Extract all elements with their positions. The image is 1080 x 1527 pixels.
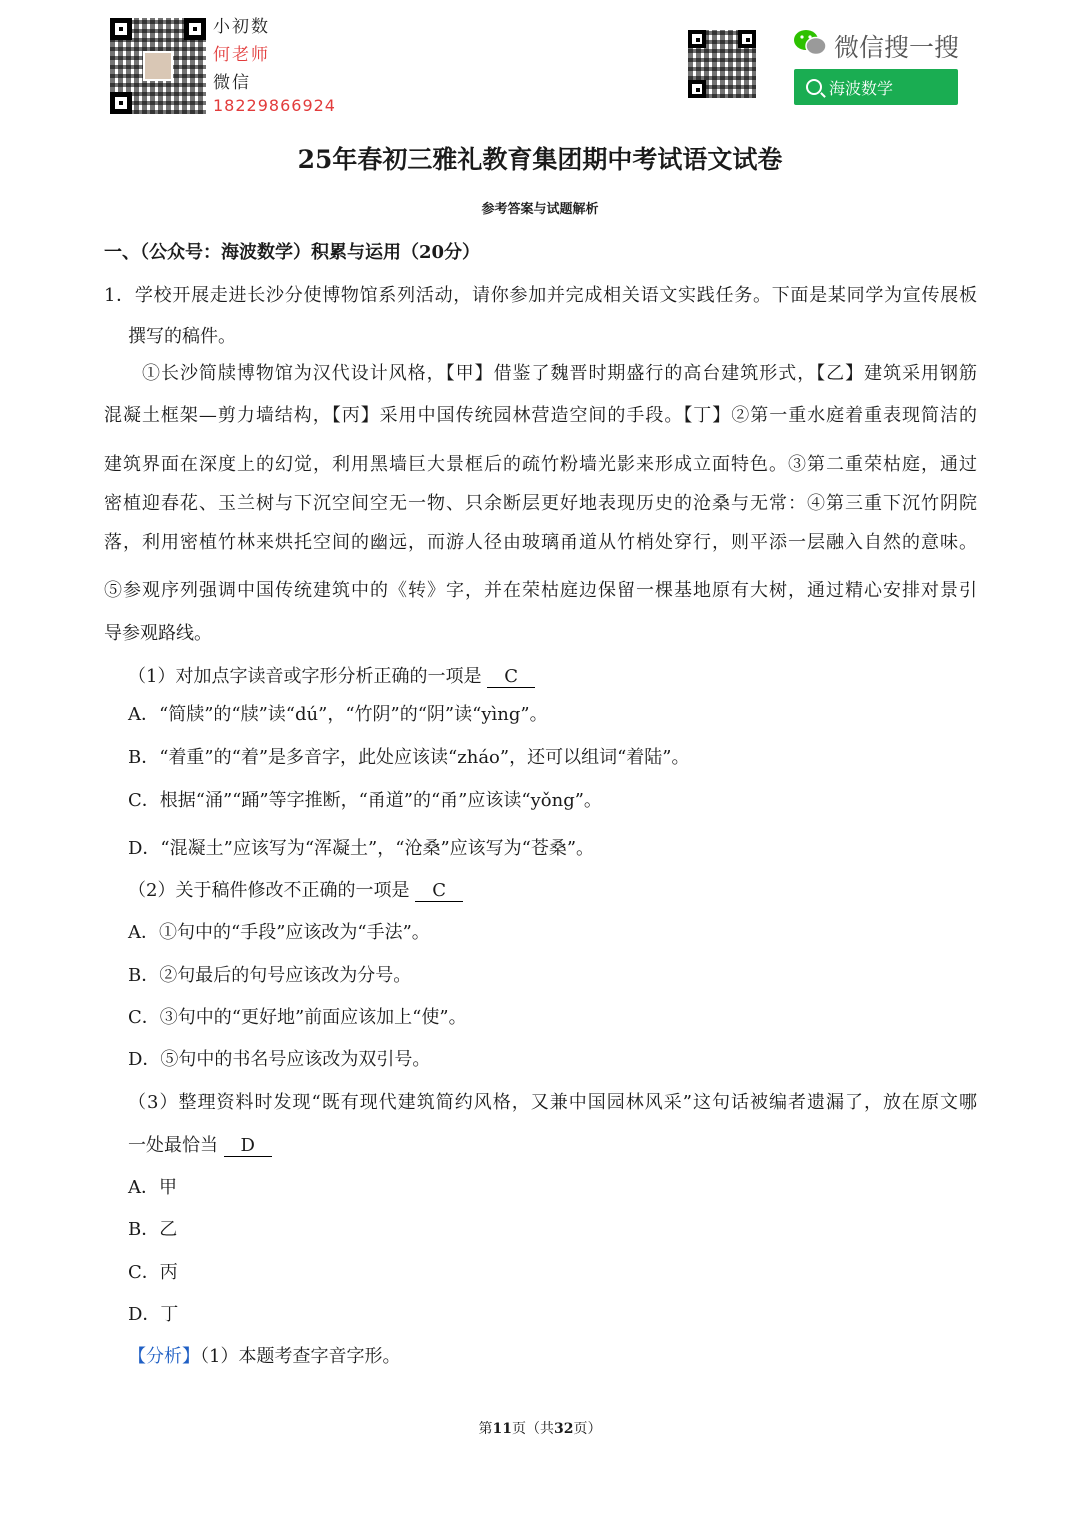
answer-blank: D [224, 1136, 272, 1157]
option-b: B．“着重”的“着”是多音字，此处应该读“zháo”，还可以组词“着陆”。 [128, 747, 690, 768]
handwriting-line-1: 小初数 [213, 17, 270, 37]
option-b: B．②句最后的句号应该改为分号。 [128, 965, 412, 986]
page-title: 25年春初三雅礼教育集团期中考试语文试卷 [297, 145, 783, 174]
handwriting-line-2: 何老师 [213, 45, 270, 65]
qr-finder-icon [688, 80, 706, 98]
option-b: B．乙 [128, 1219, 178, 1240]
qr-finder-icon [738, 30, 756, 48]
option-a: A．①句中的“手段”应该改为“手法”。 [128, 922, 430, 943]
qr-finder-icon [110, 92, 132, 114]
passage-line: ①长沙简牍博物馆为汉代设计风格，【甲】借鉴了魏晋时期盛行的高台建筑形式，【乙】建筑采用钢筋 [142, 363, 977, 384]
qr-finder-icon [688, 30, 706, 48]
subquestion-2 [128, 876, 463, 902]
footer-suffix: 页） [573, 1421, 602, 1437]
wechat-search-title: 微信搜一搜 [834, 33, 960, 62]
qr-avatar-icon [143, 51, 173, 81]
passage-line: 导参观路线。 [104, 623, 212, 644]
current-page-number: 11 [492, 1421, 512, 1437]
passage-line: 落，利用密植竹林来烘托空间的幽远，而游人径由玻璃甬道从竹梢处穿行，则平添一层融入自然的意味。 [104, 532, 977, 553]
subquestion-3-prompt: （3）整理资料时发现“既有现代建筑简约风格，又兼中国园林风采”这句话被编者遗漏了，放在原文哪 [128, 1092, 977, 1113]
page-footer [0, 1418, 1080, 1438]
qr-finder-icon [184, 18, 206, 40]
handwriting-line-3: 微信 [213, 73, 251, 93]
wechat-search-keyword: 海波数学 [829, 78, 894, 98]
option-d: D．丁 [128, 1304, 179, 1325]
option-a: A．甲 [128, 1177, 177, 1198]
wechat-search-box[interactable] [794, 69, 958, 105]
passage-line: 密植迎春花、玉兰树与下沉空间空无一物、只余断层更好地表现历史的沧桑与无常：④第三重下沉竹阴院 [104, 493, 977, 514]
subquestion-3 [128, 1131, 272, 1157]
total-pages: 32 [554, 1421, 574, 1437]
footer-prefix: 第 [478, 1421, 493, 1437]
subquestion-prompt: （2）关于稿件修改不正确的一项是 [128, 880, 410, 901]
official-account-qr-code [688, 30, 756, 98]
passage-line: 建筑界面在深度上的幻觉，利用黑墙巨大景框后的疏竹粉墙光影来形成立面特色。③第二重荣枯庭，通过 [104, 454, 977, 475]
answer-blank: C [487, 667, 535, 688]
option-c: C．丙 [128, 1262, 178, 1283]
analysis-text: （1）本题考查字音字形。 [200, 1346, 401, 1367]
passage-line: 混凝土框架—剪力墙结构，【丙】采用中国传统园林营造空间的手段。【丁】②第一重水庭着重表现简洁的 [104, 405, 977, 426]
option-d: D．“混凝土”应该写为“浑凝土”，“沧桑”应该写为“苍桑”。 [128, 838, 595, 859]
question-stem-line: 撰写的稿件。 [128, 326, 236, 347]
search-icon [806, 79, 822, 95]
subquestion-prompt: 一处最恰当 [128, 1135, 218, 1156]
option-c: C．③句中的“更好地”前面应该加上“使”。 [128, 1007, 467, 1028]
option-d: D．⑤句中的书名号应该改为双引号。 [128, 1049, 431, 1070]
page-subtitle: 参考答案与试题解析 [481, 202, 599, 217]
subquestion-1 [128, 662, 535, 688]
wechat-logo-icon [793, 29, 827, 57]
analysis-tag: 【分析】 [128, 1346, 200, 1367]
option-c: C．根据“涌”“踊”等字推断，“甬道”的“甬”应该读“yǒng”。 [128, 790, 602, 811]
question-stem-line: 1．学校开展走进长沙分使博物馆系列活动，请你参加并完成相关语文实践任务。下面是某同学为宣传展板 [104, 285, 977, 306]
footer-middle: 页（共 [512, 1421, 554, 1437]
subquestion-prompt: （1）对加点字读音或字形分析正确的一项是 [128, 666, 482, 687]
wechat-qr-code [110, 18, 206, 114]
section-heading: 一、（公众号：海波数学）积累与运用（20分） [104, 242, 481, 263]
passage-line: ⑤参观序列强调中国传统建筑中的《转》字，并在荣枯庭边保留一棵基地原有大树，通过精心安排对景引 [104, 580, 977, 601]
answer-blank: C [415, 881, 463, 902]
handwriting-phone: 18229866924 [213, 96, 336, 115]
option-a: A．“简牍”的“牍”读“dú”，“竹阴”的“阴”读“yìng”。 [128, 704, 548, 725]
qr-finder-icon [110, 18, 132, 40]
analysis [128, 1342, 400, 1368]
